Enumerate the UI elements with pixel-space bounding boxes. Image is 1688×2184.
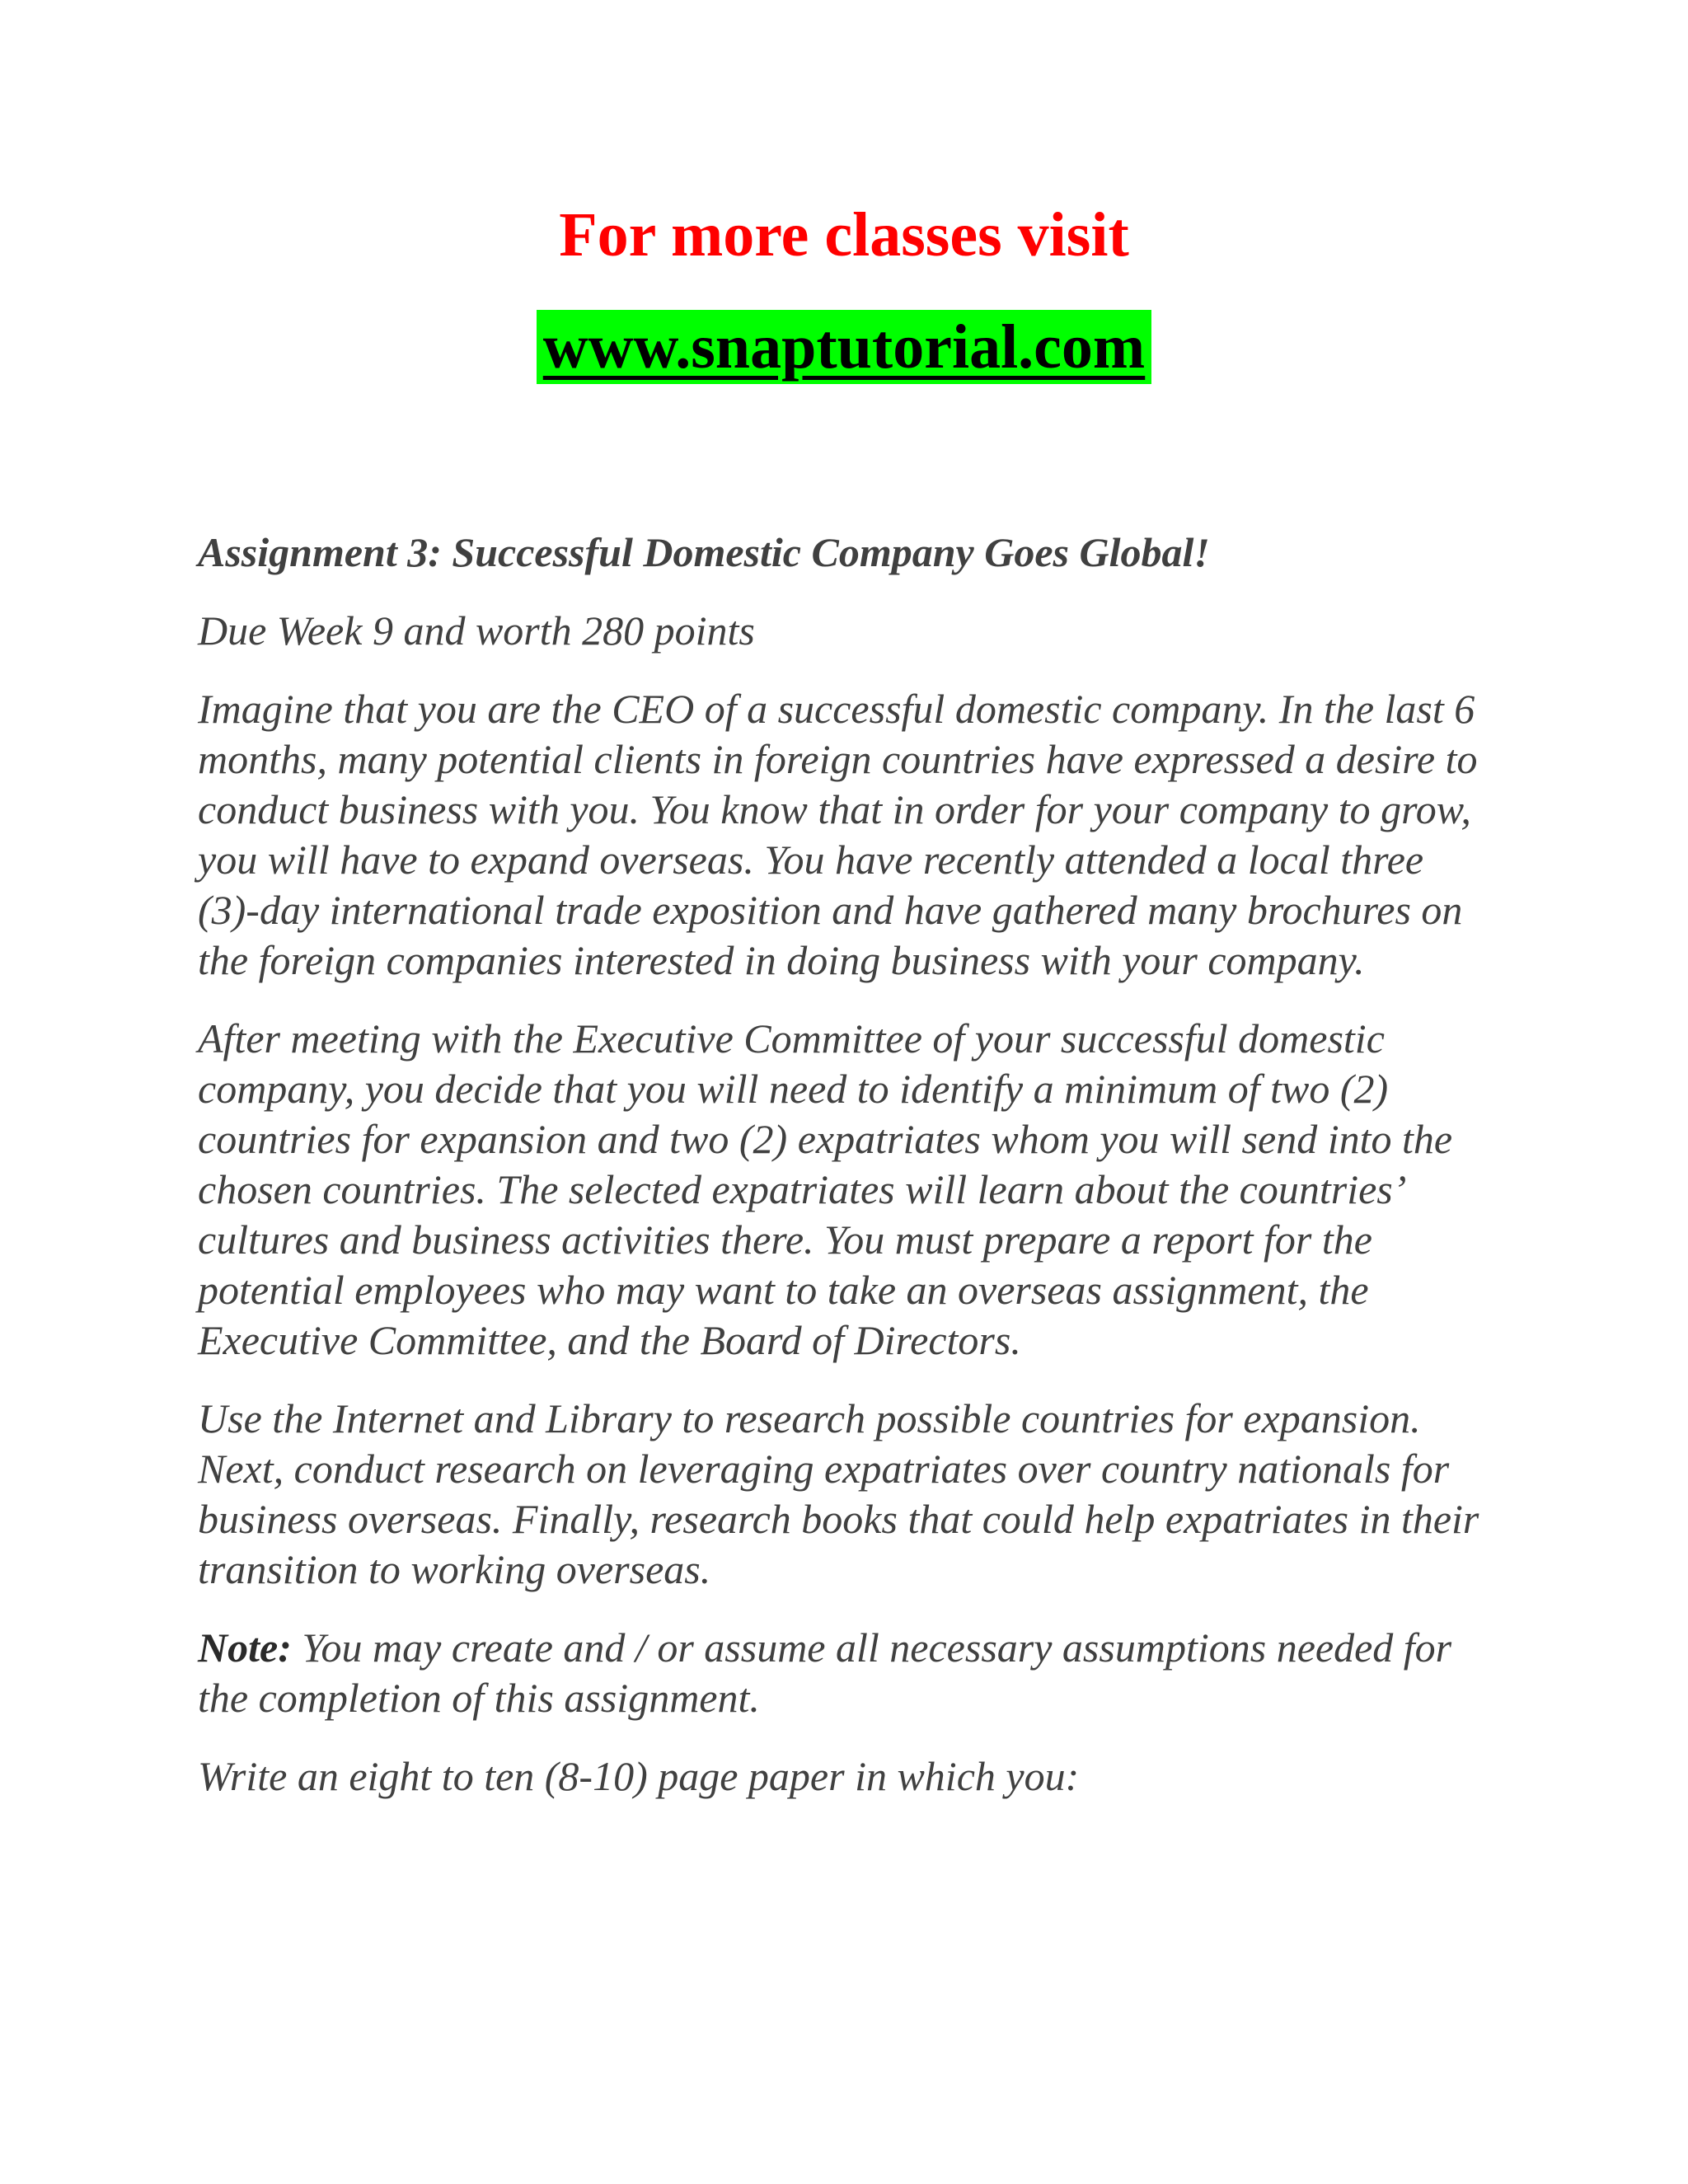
paragraph-intro: Imagine that you are the CEO of a successful domestic company. In the last 6 months, many potential clients in foreign countries have expressed a desire to conduct business with you. You know that in order for your company to grow, you will have to expand overseas. You have recently attended a local three (3)-day international trade exposition and have gathered many brochures on the foreign companies interested in doing business with your company. <box>198 686 1478 983</box>
paragraph-research: Use the Internet and Library to research possible countries for expansion. Next, conduct research on leveraging expatriates over country nationals for business overseas. Finally, research books that could help expatriates in their transition to working overseas. <box>198 1395 1479 1592</box>
note-label: Note: <box>198 1624 292 1671</box>
header-link-container <box>0 310 1688 384</box>
paragraph-committee: After meeting with the Executive Committee of your successful domestic company, you decide that you will need to identify a minimum of two (2) countries for expansion and two (2) expatriates whom you will send into the chosen countries. The selected expatriates will learn about the countries’ cultures and business activities there. You must prepare a report for the potential employees who may want to take an overseas assignment, the Executive Committee, and the Board of Directors. <box>198 1015 1453 1363</box>
website-link[interactable]: www.snaptutorial.com <box>537 310 1151 384</box>
assignment-body <box>198 527 1492 1830</box>
assignment-title: Assignment 3: Successful Domestic Company Goes Global! <box>198 529 1210 575</box>
header-title: For more classes visit <box>559 200 1129 269</box>
note-text: You may create and / or assume all necessary assumptions needed for the completion of this assignment. <box>198 1624 1452 1721</box>
closing-line: Write an eight to ten (8-10) page paper in which you: <box>198 1753 1080 1799</box>
due-line: Due Week 9 and worth 280 points <box>198 607 755 654</box>
note-paragraph <box>198 1623 1492 1723</box>
